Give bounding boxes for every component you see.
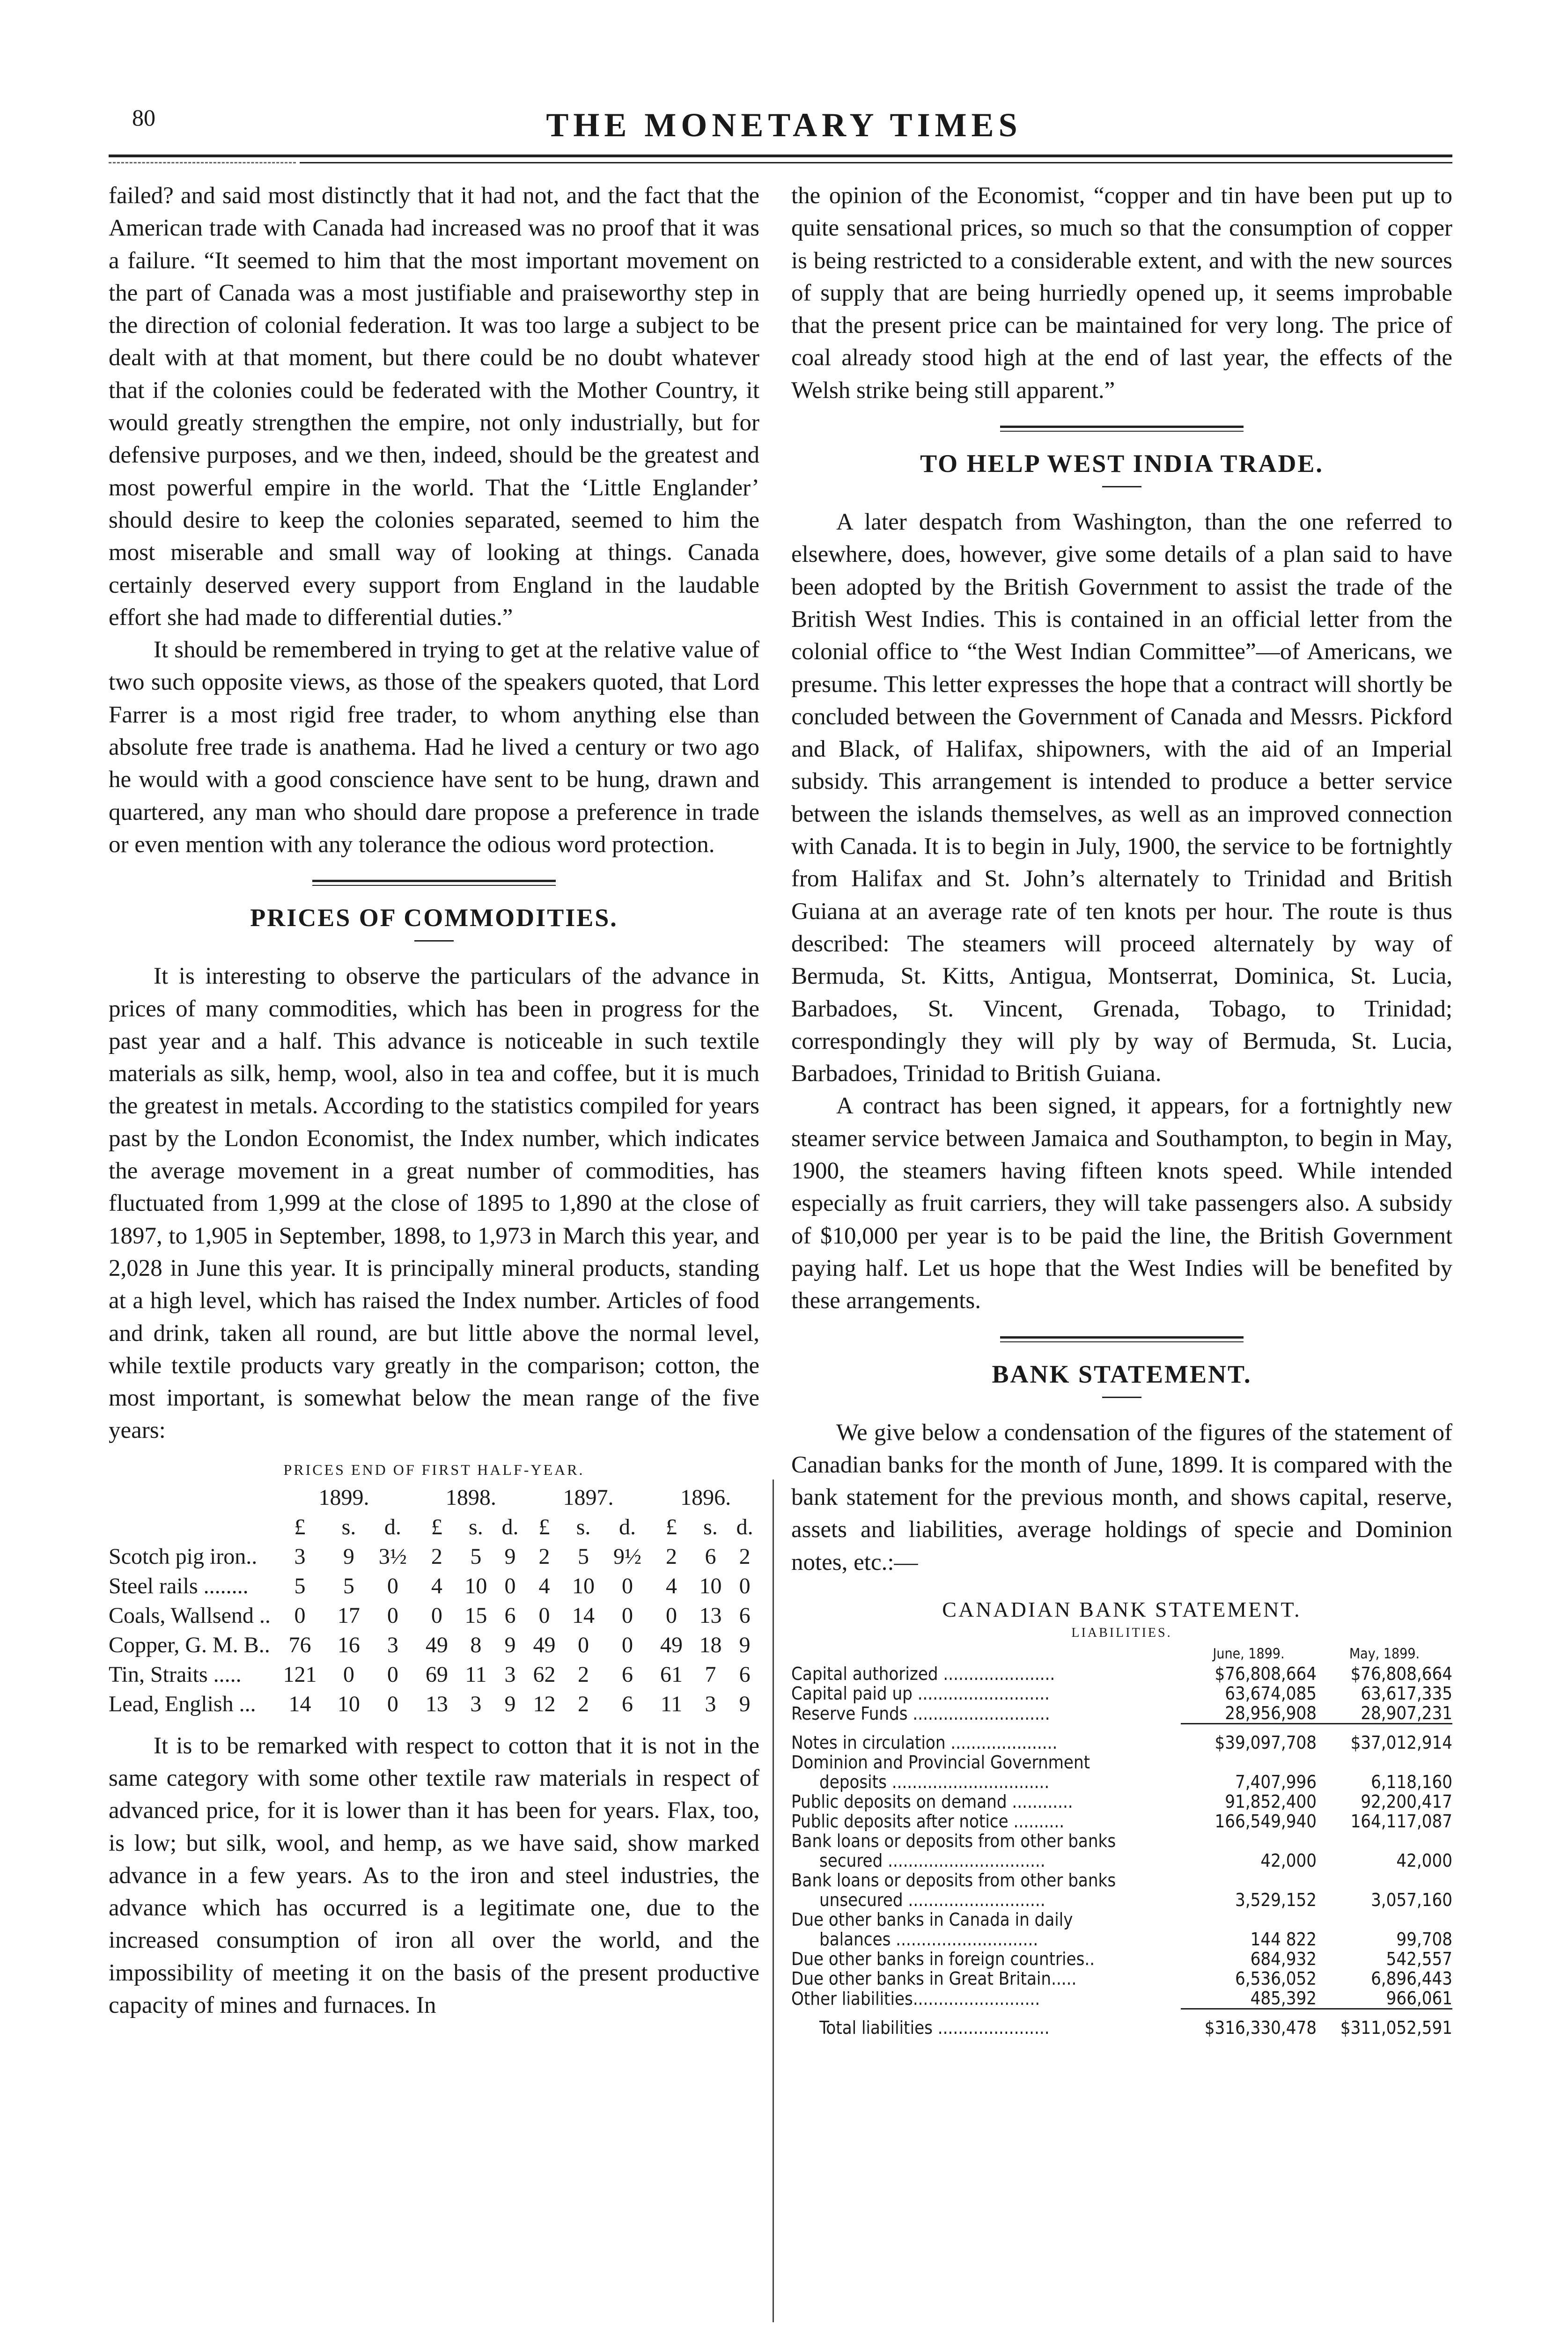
table-row [791, 1910, 1452, 1929]
price-cell: 17 [337, 1603, 360, 1628]
header-rule-thin [300, 162, 1452, 163]
row-label: Bank loans or deposits from other banks [791, 1830, 1116, 1851]
price-cell: 69 [425, 1662, 448, 1687]
table-row [109, 1601, 759, 1630]
price-cell: 10 [572, 1573, 595, 1598]
june-value: 684,932 [1250, 1948, 1317, 1969]
unit-shillings: s. [469, 1514, 483, 1539]
price-cell: 0 [665, 1603, 677, 1628]
price-cell: 0 [622, 1603, 633, 1628]
price-cell: 10 [337, 1691, 360, 1716]
commodity-label: Steel rails ........ [109, 1573, 249, 1598]
may-value: 164,117,087 [1350, 1811, 1452, 1832]
price-cell: 9 [504, 1544, 516, 1569]
section-heading: BANK STATEMENT. [992, 1360, 1252, 1388]
row-label: Due other banks in Great Britain..... [791, 1968, 1077, 1989]
may-value: 966,061 [1317, 1988, 1452, 2009]
price-cell: 6 [622, 1691, 633, 1716]
price-cell: 49 [425, 1632, 448, 1657]
price-cell: 6 [739, 1662, 751, 1687]
price-cell: 14 [572, 1603, 595, 1628]
price-cell: 6 [739, 1603, 751, 1628]
table-header-row [791, 1644, 1452, 1664]
row-label: Public deposits on demand ............ [791, 1791, 1073, 1812]
table-row [791, 1772, 1452, 1792]
price-cell: 0 [387, 1662, 398, 1687]
price-cell: 121 [283, 1662, 317, 1687]
table-row [791, 1988, 1452, 2009]
price-cell: 12 [533, 1691, 556, 1716]
price-cell: 2 [665, 1544, 677, 1569]
row-label: Due other banks in Canada in daily [791, 1909, 1073, 1930]
june-value: $76,808,664 [1215, 1663, 1317, 1684]
row-label: Capital paid up .......................... [791, 1683, 1050, 1704]
price-cell: 3 [470, 1691, 482, 1716]
price-cell: 0 [387, 1691, 398, 1716]
may-value: 63,617,335 [1361, 1683, 1452, 1704]
table-row [109, 1630, 759, 1660]
section-heading: PRICES OF COMMODITIES. [250, 904, 618, 932]
commodity-label: Lead, English ... [109, 1691, 256, 1716]
price-cell: 13 [425, 1691, 448, 1716]
price-cell: 2 [739, 1544, 751, 1569]
may-value: 542,557 [1386, 1948, 1452, 1969]
table-row [791, 1929, 1452, 1949]
table-row [791, 1811, 1452, 1831]
paragraph: the opinion of the Economist, “copper and tin have been put up to quite sensational prices, so much so that the consumption of copper is being restricted to a considerable extent, and with the new sources of supply that are being hurriedly opened up, it seems improbable that the present price can be maintained for very long. The price of coal already stood high at the end of last year, the effects of the Welsh strike being still apparent.” [791, 183, 1452, 404]
year-header: 1896. [680, 1485, 731, 1510]
price-cell: 11 [465, 1662, 487, 1687]
may-value: 99,708 [1396, 1929, 1452, 1950]
price-cell: 2 [578, 1691, 589, 1716]
price-cell: 15 [464, 1603, 487, 1628]
price-cell: 4 [665, 1573, 677, 1598]
price-cell: 5 [343, 1573, 354, 1598]
price-cell: 10 [464, 1573, 487, 1598]
price-cell: 76 [288, 1632, 311, 1657]
paragraph: A contract has been signed, it appears, for a fortnightly new steamer service between Jamaica and Southampton, to begin in May, 1900, the steamers having fifteen knots speed. While intended especially as fruit carriers, they will take passengers also. A subsidy of $10,000 per year is to be paid the line, the British Government paying half. Let us hope that the West Indies will be benefited by these arrangements. [791, 1093, 1452, 1314]
table-unit-row [109, 1512, 759, 1542]
price-cell: 13 [699, 1603, 722, 1628]
row-label: Dominion and Provincial Government [791, 1752, 1090, 1773]
page-number: 80 [132, 104, 155, 131]
price-cell: 11 [660, 1691, 683, 1716]
price-cell: 9 [739, 1632, 751, 1657]
price-cell: 2 [538, 1544, 550, 1569]
prices-table-title: PRICES END OF FIRST HALF-YEAR. [283, 1461, 585, 1478]
row-label: unsecured ........................... [819, 1889, 1045, 1910]
table-row [791, 1969, 1452, 1988]
year-header: 1897. [563, 1485, 614, 1510]
price-cell: 2 [578, 1662, 589, 1687]
price-cell: 6 [705, 1544, 716, 1569]
unit-pence: d. [619, 1514, 636, 1539]
price-cell: 5 [470, 1544, 482, 1569]
paragraph: A later despatch from Washington, than the one referred to elsewhere, does, however, give some details of a plan said to have been adopted by the British Government to assist the trade of the British West Indies. This is contained in an official letter from the colonial office to “the West Indian Committee”—of Americans, we presume. This letter expresses the hope that a contract will shortly be concluded between the Government of Canada and Messrs. Pickford and Black, of Halifax, shipowners, with the aid of an Imperial subsidy. This arrangement is intended to produce a better service between the islands themselves, as well as an improved connection with Canada. It is to begin in July, 1900, the service to be fortnightly from Halifax and St. John’s alternately to Trinidad and British Guiana at an average rate of ten knots per hour. The route is thus described: The steamers will proceed alternately by way of Bermuda, St. Kitts, Antigua, Montserrat, Dominica, St. Lucia, Barbadoes, St. Vincent, Grenada, Tobago, to Trinidad; correspondingly they will ply by way of Bermuda, St. Lucia, Barbadoes, Trinidad to British Guiana. [791, 509, 1452, 1087]
row-label: Bank loans or deposits from other banks [791, 1870, 1116, 1891]
section-divider [1000, 1336, 1244, 1342]
price-cell: 0 [622, 1632, 633, 1657]
table-row [791, 1684, 1452, 1703]
june-total: $316,330,478 [1204, 2017, 1317, 2038]
table-row [109, 1660, 759, 1689]
year-header: 1899. [318, 1485, 369, 1510]
column-header: June, 1899. [1213, 1645, 1285, 1662]
june-value: 6,536,052 [1235, 1968, 1317, 1989]
row-label: Notes in circulation ..................... [791, 1732, 1058, 1753]
row-label: Capital authorized ...................... [791, 1663, 1055, 1684]
price-cell: 9 [504, 1632, 516, 1657]
price-cell: 0 [294, 1603, 306, 1628]
price-cell: 9 [739, 1691, 751, 1716]
price-cell: 9½ [613, 1544, 641, 1569]
price-cell: 18 [699, 1632, 722, 1657]
may-value: 6,896,443 [1371, 1968, 1452, 1989]
bank-statement-table [791, 1644, 1452, 2038]
paragraph: It should be remembered in trying to get at the relative value of two such opposite views, as those of the speakers quoted, that Lord Farrer is a most rigid free trader, to whom anything else than absolute free trade is anathema. Had he lived a century or two ago he would with a good conscience have sent to be hung, drawn and quartered, any man who should dare propose a preference in trade or even mention with any tolerance the odious word protection. [109, 637, 759, 858]
table-row [109, 1542, 759, 1571]
price-cell: 9 [343, 1544, 354, 1569]
june-value: 63,674,085 [1225, 1683, 1317, 1704]
price-cell: 6 [622, 1662, 633, 1687]
year-header: 1898. [445, 1485, 496, 1510]
price-cell: 0 [739, 1573, 751, 1598]
table-row [109, 1689, 759, 1719]
june-value: 7,407,996 [1235, 1771, 1317, 1792]
row-label: Reserve Funds ........................... [791, 1703, 1050, 1724]
price-cell: 0 [387, 1603, 398, 1628]
price-cell: 14 [288, 1691, 311, 1716]
table-row [791, 1733, 1452, 1752]
table-row [791, 1752, 1452, 1772]
table-year-row [109, 1483, 759, 1512]
may-value: 92,200,417 [1361, 1791, 1452, 1812]
price-cell: 3 [294, 1544, 306, 1569]
june-value: $39,097,708 [1215, 1732, 1317, 1753]
unit-shillings: s. [341, 1514, 356, 1539]
commodity-label: Scotch pig iron.. [109, 1544, 258, 1569]
bank-statement-subtitle: LIABILITIES. [1071, 1625, 1172, 1640]
heading-dash [1102, 486, 1141, 487]
price-cell: 0 [431, 1603, 442, 1628]
unit-pounds: £ [294, 1514, 306, 1539]
section-divider [312, 880, 556, 886]
paragraph: We give below a condensation of the figures of the statement of Canadian banks for the month of June, 1899. It is compared with the bank statement for the previous month, and shows capital, reserve, assets and liabilities, average holdings of specie and Dominion notes, etc.:— [791, 1419, 1452, 1575]
unit-shillings: s. [703, 1514, 718, 1539]
heading-dash [414, 940, 454, 942]
may-value: 28,907,231 [1317, 1703, 1452, 1724]
unit-pounds: £ [665, 1514, 677, 1539]
prices-table [109, 1483, 759, 1719]
price-cell: 9 [504, 1691, 516, 1716]
june-value: 485,392 [1181, 1988, 1317, 2009]
left-column [109, 180, 759, 2022]
price-cell: 0 [504, 1573, 516, 1598]
header-dashed-rule [109, 162, 296, 163]
unit-pence: d. [736, 1514, 753, 1539]
table-row [791, 1792, 1452, 1811]
price-cell: 3½ [378, 1544, 407, 1569]
bank-statement-title: CANADIAN BANK STATEMENT. [942, 1597, 1302, 1621]
row-label: secured ............................... [819, 1850, 1045, 1871]
price-cell: 0 [387, 1573, 398, 1598]
section-divider [1000, 426, 1244, 432]
row-label: balances ............................ [819, 1929, 1038, 1950]
price-cell: 49 [660, 1632, 683, 1657]
commodity-label: Coals, Wallsend .. [109, 1603, 271, 1628]
unit-pence: d. [384, 1514, 401, 1539]
commodity-label: Copper, G. M. B.. [109, 1632, 270, 1657]
price-cell: 3 [504, 1662, 516, 1687]
table-row [791, 1831, 1452, 1851]
may-value: 6,118,160 [1371, 1771, 1452, 1792]
row-label: Public deposits after notice .......... [791, 1811, 1065, 1832]
unit-shillings: s. [576, 1514, 591, 1539]
unit-pence: d. [501, 1514, 519, 1539]
may-value: 42,000 [1396, 1850, 1452, 1871]
may-value: 3,057,160 [1371, 1889, 1452, 1910]
price-cell: 3 [387, 1632, 398, 1657]
june-value: 42,000 [1260, 1850, 1317, 1871]
table-row [791, 1664, 1452, 1684]
price-cell: 10 [699, 1573, 722, 1598]
price-cell: 16 [337, 1632, 360, 1657]
price-cell: 0 [343, 1662, 354, 1687]
row-label: Due other banks in foreign countries.. [791, 1948, 1095, 1969]
price-cell: 6 [504, 1603, 516, 1628]
price-cell: 8 [470, 1632, 482, 1657]
unit-pounds: £ [431, 1514, 442, 1539]
table-row [791, 1890, 1452, 1910]
price-cell: 0 [622, 1573, 633, 1598]
table-row [791, 1703, 1452, 1724]
price-cell: 5 [294, 1573, 306, 1598]
table-row [109, 1571, 759, 1601]
price-cell: 62 [533, 1662, 556, 1687]
commodity-label: Tin, Straits ..... [109, 1662, 242, 1687]
heading-dash [1102, 1397, 1141, 1398]
paragraph: It is interesting to observe the particulars of the advance in prices of many commodities, which has been in progress for the past year and a half. This advance is noticeable in such textile materials as silk, hemp, wool, also in tea and coffee, but it is much the greatest in metals. According to the statistics compiled for years past by the London Economist, the Index number, which indicates the average movement in a great number of commodities, has fluctuated from 1,999 at the close of 1895 to 1,890 at the close of 1897, to 1,905 in September, 1898, to 1,973 in March this year, and 2,028 in June this year. It is principally mineral products, standing at a high level, which has raised the Index number. Articles of food and drink, taken all round, are but little above the normal level, while textile products vary greatly in the comparison; cotton, the most important, is somewhat below the mean range of the five years: [109, 963, 759, 1444]
row-label: deposits ............................... [819, 1771, 1050, 1792]
table-row [791, 1949, 1452, 1969]
may-total: $311,052,591 [1340, 2017, 1452, 2038]
masthead: THE MONETARY TIMES [546, 106, 1022, 144]
may-value: $37,012,914 [1350, 1732, 1452, 1753]
paragraph: failed? and said most distinctly that it had not, and the fact that the American trade with Canada had increased was no proof that it was a failure. “It seemed to him that the most important movement on the part of Canada was a most justifiable and praiseworthy step in the direction of colonial federation. It was too large a subject to be dealt with at that moment, but there could be no doubt whatever that if the colonies could be federated with the Mother Country, it would greatly strengthen the empire, not only industrially, but for defensive purposes, and we then, indeed, should be the greatest and most powerful empire in the world. That the ‘Little Englander’ should desire to keep the colonies separated, seemed to him the most miserable and small way of looking at things. Canada certainly deserved every support from England in the laudable effort she had made to differential duties.” [109, 183, 759, 631]
column-header: May, 1899. [1349, 1645, 1420, 1662]
june-value: 3,529,152 [1235, 1889, 1317, 1910]
may-value: $76,808,664 [1350, 1663, 1452, 1684]
price-cell: 5 [578, 1544, 589, 1569]
price-cell: 49 [533, 1632, 556, 1657]
table-row [791, 1851, 1452, 1870]
price-cell: 7 [705, 1662, 716, 1687]
june-value: 91,852,400 [1225, 1791, 1317, 1812]
price-cell: 0 [578, 1632, 589, 1657]
column-divider [773, 1480, 774, 2322]
total-row [791, 2018, 1452, 2038]
total-label: Total liabilities ...................... [819, 2017, 1050, 2038]
header-rule-thick [109, 155, 1452, 157]
june-value: 166,549,940 [1215, 1811, 1317, 1832]
section-heading: TO HELP WEST INDIA TRADE. [920, 449, 1324, 478]
price-cell: 0 [538, 1603, 550, 1628]
june-value: 144 822 [1250, 1929, 1317, 1950]
price-cell: 61 [660, 1662, 683, 1687]
price-cell: 2 [431, 1544, 442, 1569]
june-value: 28,956,908 [1181, 1703, 1317, 1724]
paragraph: It is to be remarked with respect to cotton that it is not in the same category with some other textile raw materials in respect of advanced price, for it is lower than it has been for years. Flax, too, is low; but silk, wool, and hemp, as we have said, show marked advance in a few years. As to the iron and steel industries, the advance which has occurred is a legitimate one, due to the increased consumption of iron all over the world, and the impossibility of meeting it on the basis of the present productive capacity of mines and furnaces. In [109, 1732, 759, 2019]
row-label: Other liabilities......................... [791, 1988, 1040, 2010]
right-column [791, 180, 1452, 2038]
price-cell: 4 [538, 1573, 550, 1598]
price-cell: 4 [431, 1573, 442, 1598]
table-row [791, 1870, 1452, 1890]
unit-pounds: £ [538, 1514, 550, 1539]
price-cell: 3 [705, 1691, 716, 1716]
